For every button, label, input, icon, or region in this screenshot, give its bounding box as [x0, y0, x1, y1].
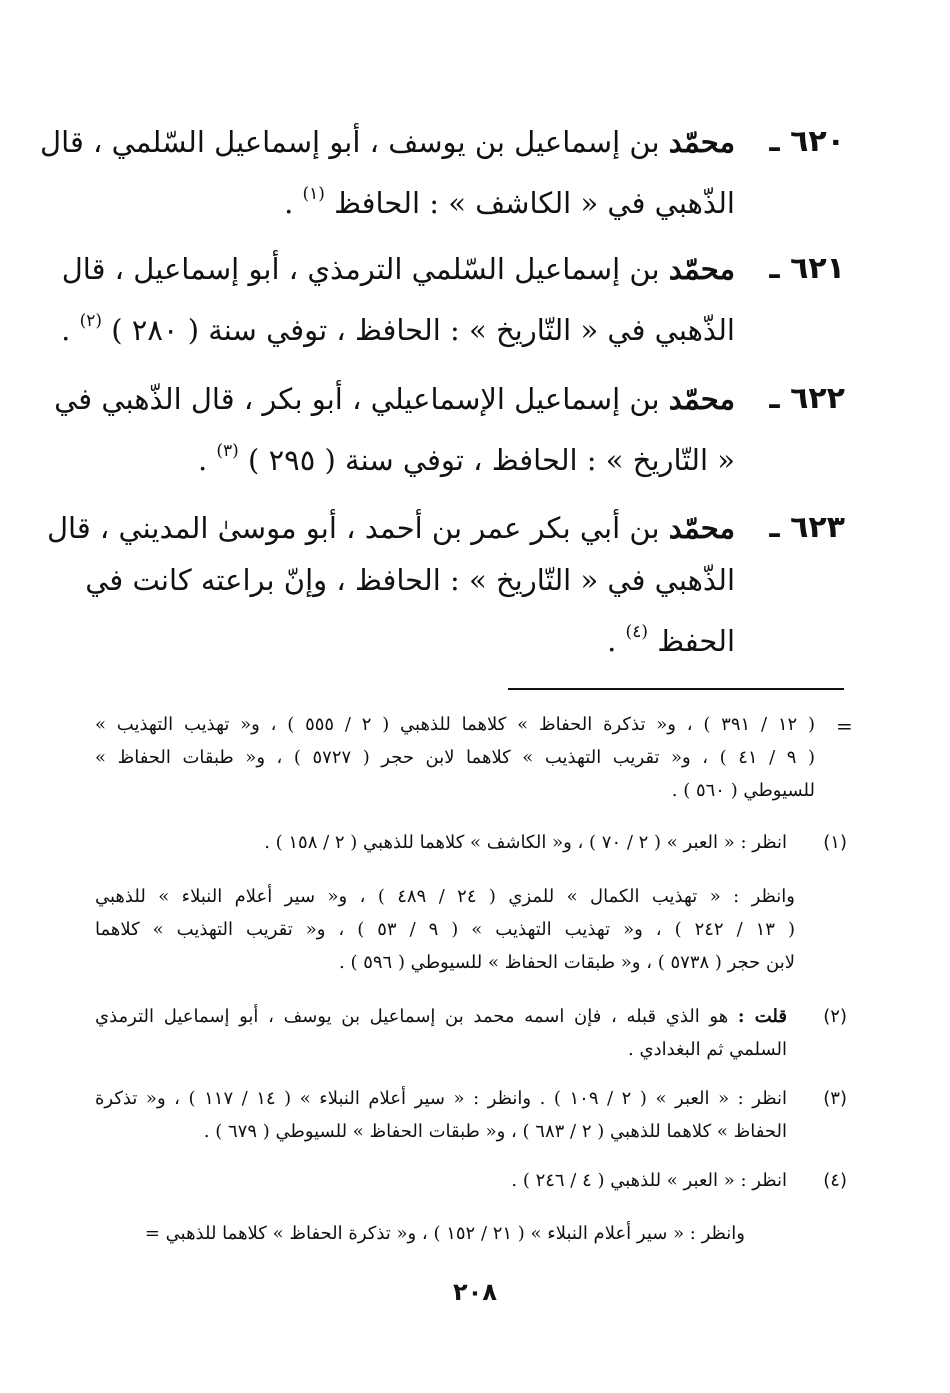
footnote-line: السلمي ثم البغدادي . [628, 1039, 787, 1060]
footnote-line [95, 1000, 787, 1033]
footnote-line: ( ٩ / ٤١ ) ، و« تقريب التهذيب » كلاهما لابن حجر ( ٥٧٢٧ ) ، و« طبقات الحفاظ » [95, 747, 816, 768]
footnote-ref[interactable]: (٤) [625, 622, 648, 642]
footnote-line: وانظر : « سير أعلام النبلاء » ( ٢١ / ١٥٢ ) ، و« تذكرة الحفاظ » كلاهما للذهبي = [144, 1223, 745, 1244]
footnote-line: للسيوطي ( ٥٦٠ ) . [671, 780, 815, 801]
footnote-line: انظر : « العبر » ( ٢ / ١٠٩ ) . وانظر : « سير أعلام النبلاء » ( ١٤ / ١١٧ ) ، و« تذكرة [95, 1088, 787, 1109]
entry-620 [40, 116, 845, 229]
footnote-ref[interactable]: (٣) [216, 441, 239, 461]
footnote-3 [95, 1082, 847, 1148]
entry-line: الحفظ $^{(٤)}$ . [607, 622, 735, 658]
footnote-line: وانظر : « تهذيب الكمال » للمزي ( ٢٤ / ٤٨٩ ) ، و« سير أعلام النبلاء » للذهبي [95, 886, 795, 907]
entry-line: الذّهبي في « الكاشف » : الحافظ $^{(١)}$ . [284, 184, 735, 220]
entry-name: محمّد [668, 252, 735, 286]
footnote-line: الحفاظ » كلاهما للذهبي ( ٢ / ٦٨٣ ) ، و« طبقات الحفاظ » للسيوطي ( ٦٧٩ ) . [203, 1121, 787, 1142]
entry-number: ٦٢١ ـ [769, 251, 845, 286]
footnote-4 [95, 1164, 847, 1197]
entry-line [46, 502, 735, 554]
entry-line [85, 554, 735, 606]
footnote-text: هو الذي قبله ، فإن اسمه محمد بن إسماعيل بن يوسف ، أبو إسماعيل الترمذي [95, 1006, 729, 1027]
entry-622 [54, 373, 845, 486]
page-number: ٢٠٨ [453, 1278, 497, 1306]
entry-line [40, 116, 735, 168]
entry-line [61, 243, 735, 295]
entry-text: الذّهبي في « التّاريخ » : الحافظ ، وإنّ براعته كانت في [85, 563, 735, 597]
entry-text: « التّاريخ » : الحافظ ، توفي سنة ( ٢٩٥ ) [248, 443, 735, 477]
entry-line: الذّهبي في « التّاريخ » : الحافظ ، توفي سنة ( ٢٨٠ ) $^{(٢)}$ . [61, 311, 735, 347]
continuation-mark: = [836, 714, 853, 738]
entry-number: ٦٢٣ ـ [769, 510, 845, 545]
entry-text: بن إسماعيل السّلمي الترمذي ، أبو إسماعيل ، قال [61, 252, 660, 286]
entry-name: محمّد [668, 382, 735, 416]
entry-text: الحفظ [657, 624, 735, 658]
entry-623 [46, 502, 845, 667]
footnote-4-continued [85, 1217, 745, 1250]
entry-text: بن إسماعيل بن يوسف ، أبو إسماعيل السّلمي ، قال [40, 125, 660, 159]
entry-621 [61, 243, 845, 356]
footnote-line: انظر : « العبر » ( ٢ / ٧٠ ) ، و« الكاشف » كلاهما للذهبي ( ٢ / ١٥٨ ) . [264, 832, 787, 853]
footnote-2 [95, 1000, 847, 1066]
footnote-mark: (٣) [823, 1088, 847, 1109]
entry-number: ٦٢٠ ـ [769, 124, 845, 159]
footnote-mark: (٢) [823, 1006, 847, 1027]
footnote-mark: (٤) [823, 1170, 847, 1191]
footnote-1 [95, 826, 847, 859]
footnote-divider [508, 688, 844, 690]
footnote-bold-lead: قلت : [737, 1006, 787, 1027]
entry-text: الذّهبي في « الكاشف » : الحافظ [334, 186, 735, 220]
footnote-ref[interactable]: (١) [302, 184, 325, 204]
entry-name: محمّد [668, 511, 735, 545]
footnote-line: ( ١٣ / ٢٤٢ ) ، و« تهذيب التهذيب » ( ٩ / ٥٣ ) ، و« تقريب التهذيب » كلاهما [95, 919, 795, 940]
footnote-line: انظر : « العبر » للذهبي ( ٤ / ٢٤٦ ) . [511, 1170, 787, 1191]
entry-text: بن أبي بكر عمر بن أحمد ، أبو موسىٰ المديني ، قال [46, 511, 660, 545]
entry-number: ٦٢٢ ـ [769, 381, 845, 416]
entry-name: محمّد [668, 125, 735, 159]
footnote-1-continued [95, 880, 795, 979]
footnote-continuation [95, 708, 815, 807]
footnote-ref[interactable]: (٢) [79, 311, 102, 331]
footnote-mark: (١) [823, 832, 847, 853]
entry-text: الذّهبي في « التّاريخ » : الحافظ ، توفي سنة ( ٢٨٠ ) [111, 313, 735, 347]
entry-line: « التّاريخ » : الحافظ ، توفي سنة ( ٢٩٥ ) $^{(٣)}$ . [197, 441, 735, 477]
entry-line [54, 373, 735, 425]
footnote-line: ( ١٢ / ٣٩١ ) ، و« تذكرة الحفاظ » كلاهما للذهبي ( ٢ / ٥٥٥ ) ، و« تهذيب التهذيب » [95, 714, 816, 735]
entry-text: بن إسماعيل الإسماعيلي ، أبو بكر ، قال الذّهبي في [54, 382, 660, 416]
footnote-line: لابن حجر ( ٥٧٣٨ ) ، و« طبقات الحفاظ » للسيوطي ( ٥٩٦ ) . [339, 952, 795, 973]
